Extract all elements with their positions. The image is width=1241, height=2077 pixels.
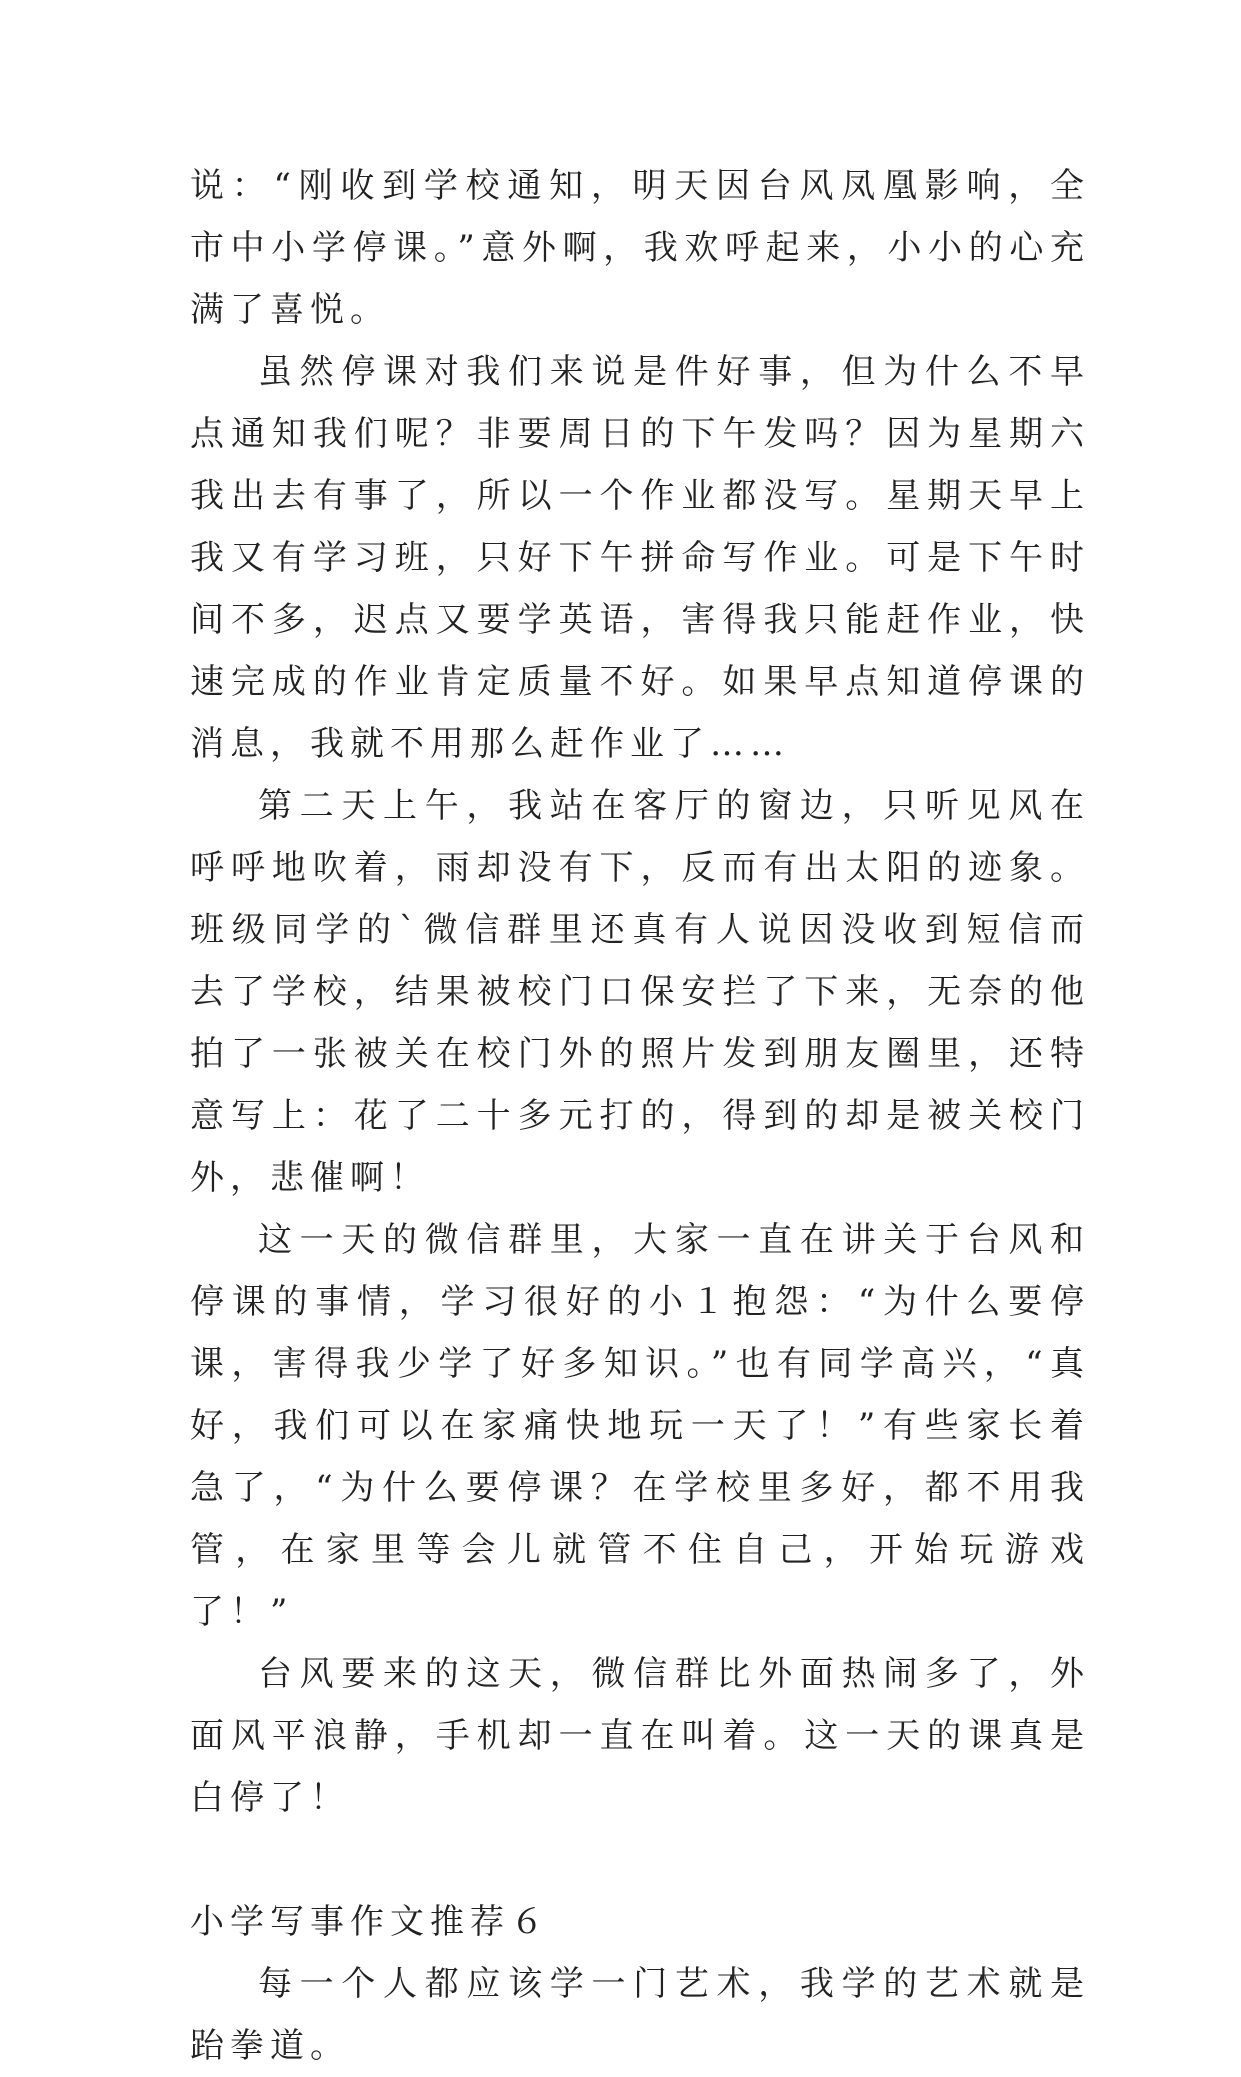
section-paragraph: 每一个人都应该学一门艺术，我学的艺术就是跆拳道。 <box>190 1964 1090 2066</box>
paragraph-1: 说：“刚收到学校通知，明天因台风凤凰影响，全市中小学停课。”意外啊，我欢呼起来，小小的心充满了喜悦。 <box>190 166 1090 330</box>
document-page <box>190 155 1090 2077</box>
paragraph-5: 台风要来的这天，微信群比外面热闹多了，外面风平浪静，手机却一直在叫着。这一天的课真是白停了！ <box>190 1654 1090 1818</box>
paragraph-3: 第二天上午，我站在客厅的窗边，只听见风在呼呼地吹着，雨却没有下，反而有出太阳的迹象。班级同学的`微信群里还真有人说因没收到短信而去了学校，结果被校门口保安拦了下来，无奈的他拍了一张被关在校门外的照片发到朋友圈里，还特意写上：花了二十多元打的，得到的却是被关校门外，悲催啊！ <box>190 786 1090 1198</box>
paragraph-2: 虽然停课对我们来说是件好事，但为什么不早点通知我们呢？非要周日的下午发吗？因为星期六我出去有事了，所以一个作业都没写。星期天早上我又有学习班，只好下午拼命写作业。可是下午时间不多，迟点又要学英语，害得我只能赶作业，快速完成的作业肯定质量不好。如果早点知道停课的消息，我就不用那么赶作业了…… <box>190 352 1090 764</box>
section-heading: 小学写事作文推荐６ <box>190 1902 550 1942</box>
paragraph-4: 这一天的微信群里，大家一直在讲关于台风和停课的事情，学习很好的小１抱怨：“为什么要停课，害得我少学了好多知识。”也有同学高兴，“真好，我们可以在家痛快地玩一天了！”有些家长着急了，“为什么要停课？在学校里多好，都不用我管，在家里等会儿就管不住自己，开始玩游戏了！” <box>190 1220 1090 1632</box>
